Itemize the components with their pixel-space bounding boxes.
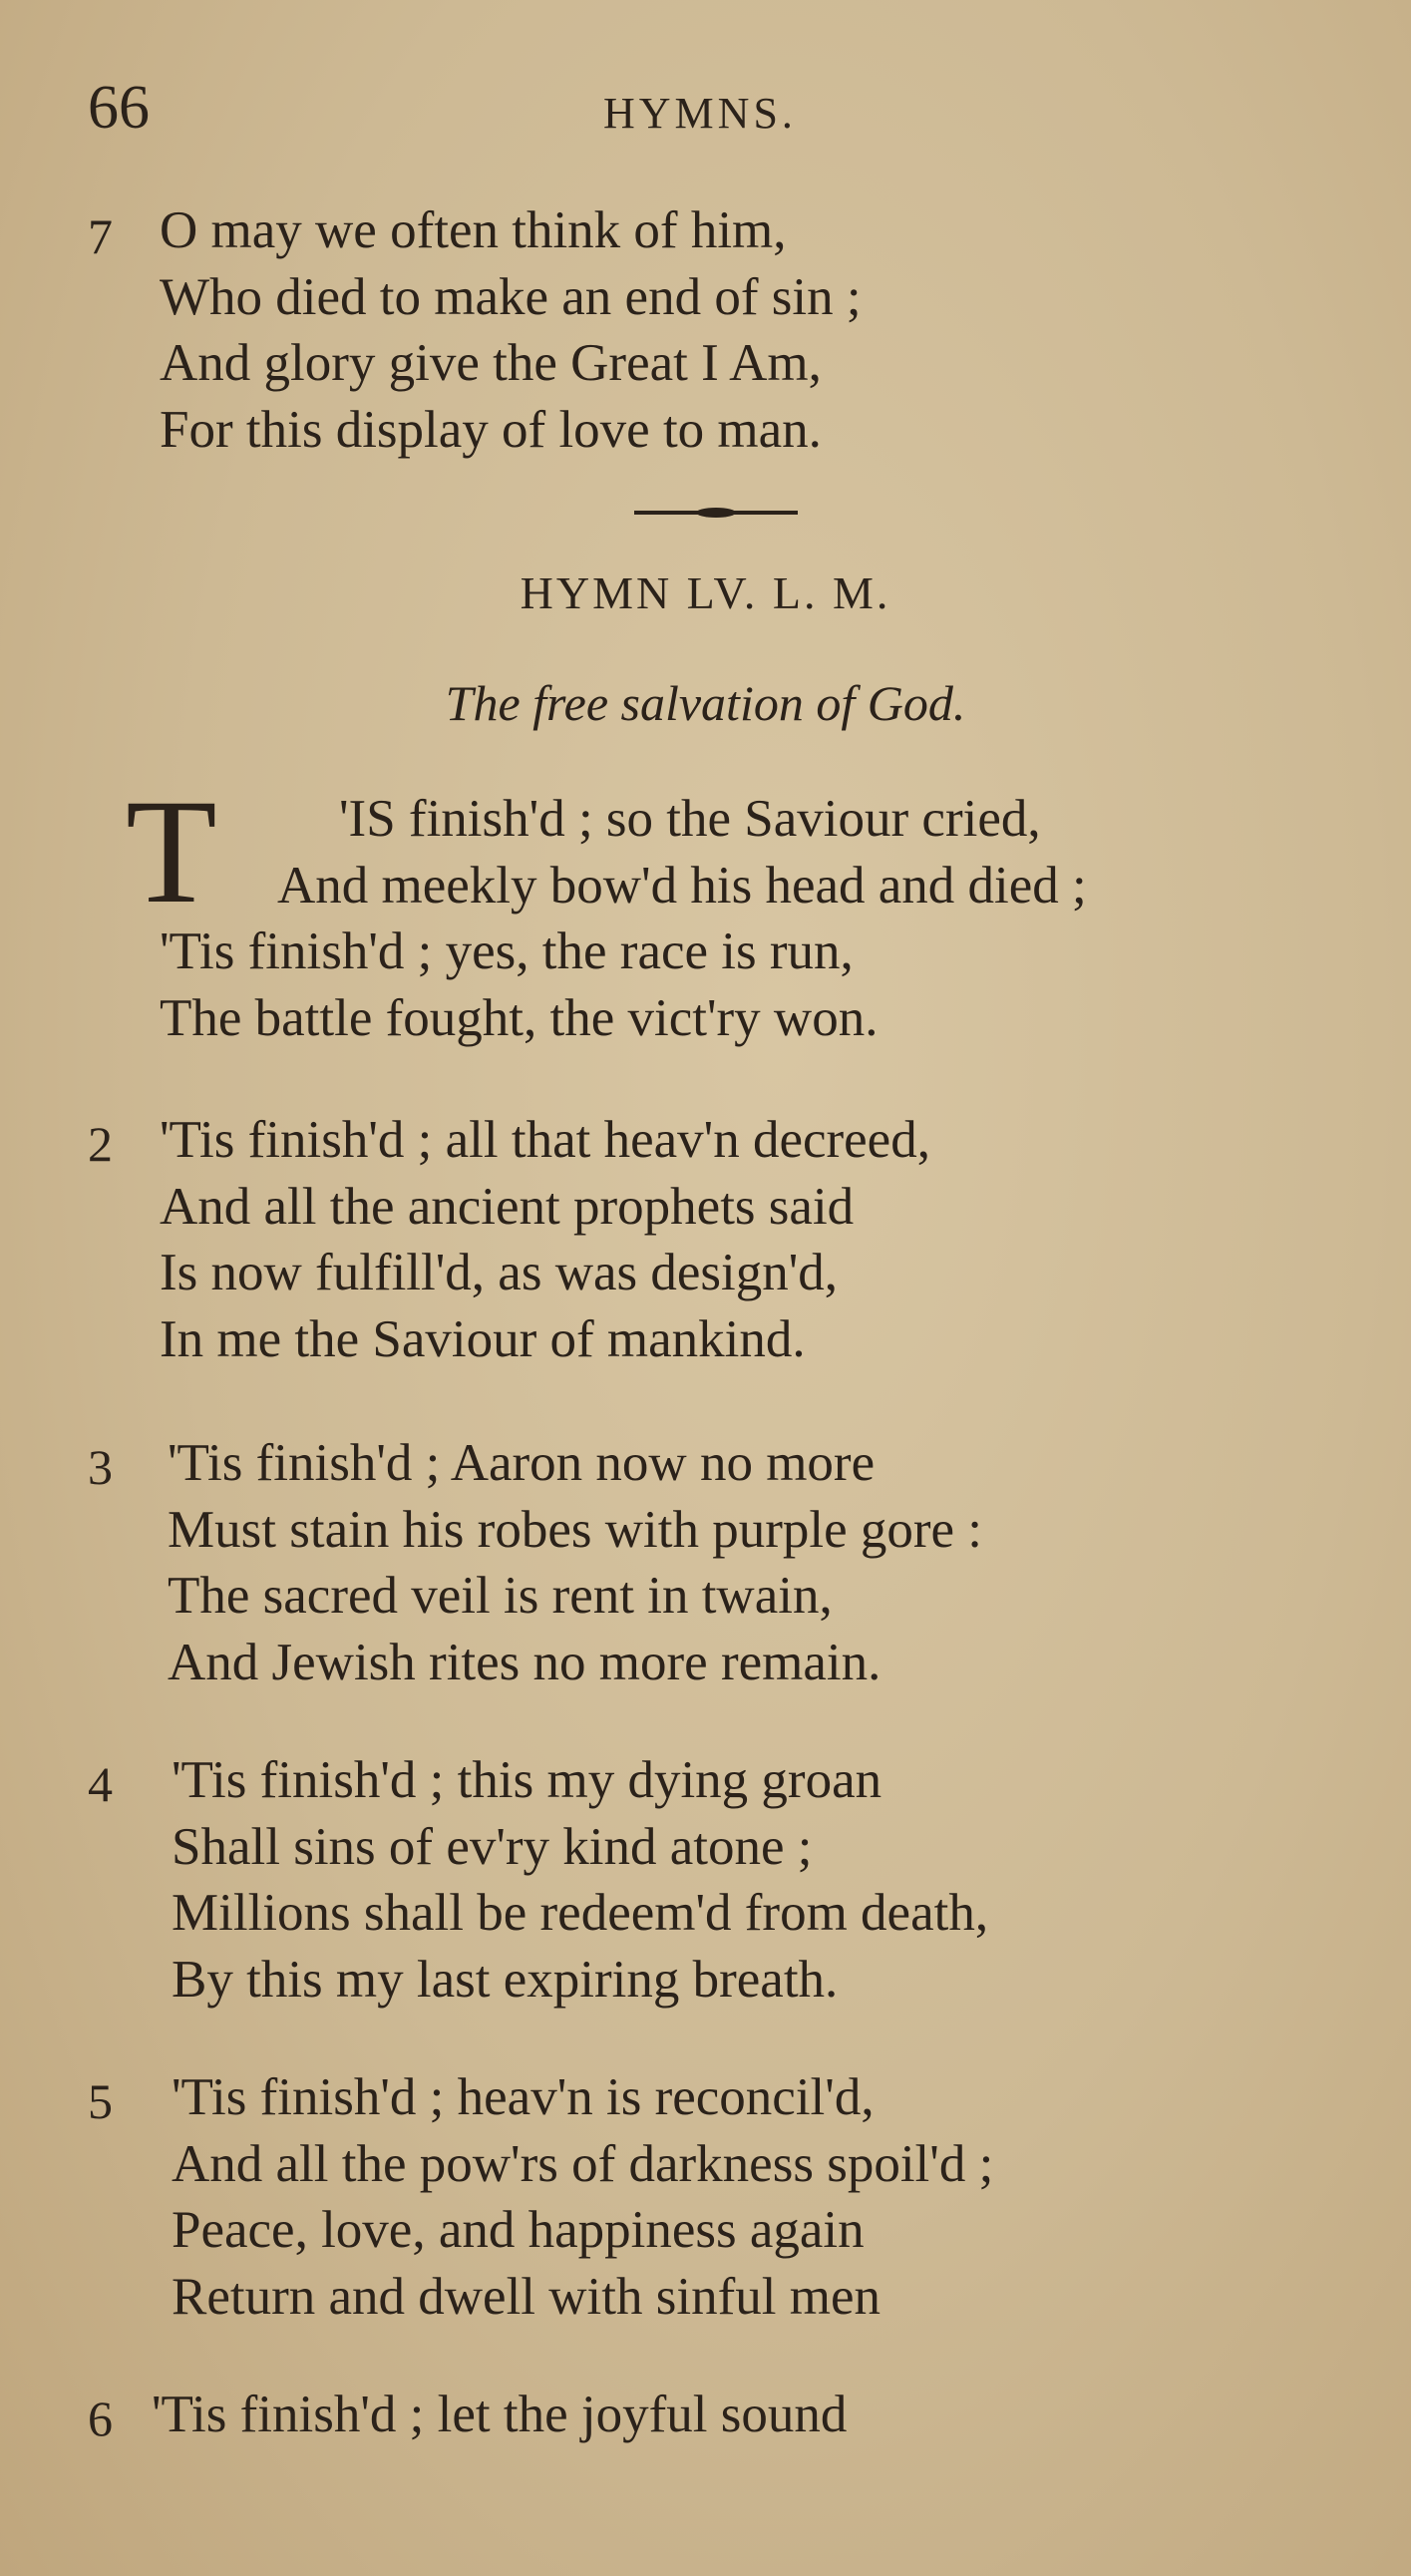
verse-line: And Jewish rites no more remain. — [168, 1633, 882, 1691]
verse-line: The sacred veil is rent in twain, — [168, 1567, 833, 1625]
stanza-lines — [152, 2382, 1348, 2448]
verse-line: 'Tis finish'd ; this my dying groan — [172, 1751, 882, 1809]
verse-line: For this display of love to man. — [160, 400, 822, 459]
stanza-lines — [172, 1747, 1368, 2013]
verse-line: The battle fought, the vict'ry won. — [160, 988, 879, 1047]
stanza-lines — [160, 197, 1356, 463]
stanza-number: 6 — [88, 2391, 113, 2446]
section-divider — [634, 511, 798, 515]
verse-line: 'Tis finish'd ; let the joyful sound — [152, 2386, 848, 2443]
stanza-lines — [160, 786, 1356, 1051]
verse-line: 'Tis finish'd ; Aaron now no more — [168, 1434, 876, 1492]
stanza-number: 5 — [88, 2073, 113, 2129]
stanza-number: 7 — [88, 208, 113, 264]
verse-line: By this my last expiring breath. — [172, 1950, 839, 2009]
page-number: 66 — [88, 74, 150, 142]
page-header — [0, 68, 1411, 148]
verse-line: Shall sins of ev'ry kind atone ; — [172, 1817, 813, 1876]
verse-line: And glory give the Great I Am, — [160, 334, 822, 392]
verse-line: 'Tis finish'd ; yes, the race is run, — [160, 922, 854, 980]
verse-line: Must stain his robes with purple gore : — [168, 1500, 982, 1559]
verse-line: O may we often think of him, — [160, 201, 787, 259]
stanza-lines — [168, 1430, 1364, 1695]
verse-line: Is now fulfill'd, as was design'd, — [160, 1244, 839, 1301]
verse-line: 'IS finish'd ; so the Saviour cried, — [339, 790, 1041, 848]
stanza-lines — [172, 2064, 1368, 2330]
stanza-number: 3 — [88, 1439, 113, 1495]
hymn-title: HYMN LV. L. M. — [520, 567, 891, 618]
verse-line: 'Tis finish'd ; heav'n is reconcil'd, — [172, 2068, 875, 2126]
hymn-subtitle: The free salvation of God. — [445, 675, 966, 731]
stanza-number: 4 — [88, 1756, 113, 1812]
verse-line: Return and dwell with sinful men — [172, 2267, 881, 2326]
verse-line: 'Tis finish'd ; all that heav'n decreed, — [160, 1111, 930, 1169]
stanza-number: 2 — [88, 1116, 113, 1172]
stanza-lines — [160, 1107, 1356, 1372]
verse-line: And all the ancient prophets said — [160, 1177, 855, 1236]
running-head: HYMNS. — [603, 89, 797, 138]
verse-line: In me the Saviour of mankind. — [160, 1309, 806, 1368]
verse-line: And all the pow'rs of darkness spoil'd ; — [172, 2134, 994, 2193]
verse-line: Millions shall be redeem'd from death, — [172, 1884, 989, 1942]
verse-line: Who died to make an end of sin ; — [160, 267, 862, 326]
verse-line: And meekly bow'd his head and died ; — [277, 856, 1087, 915]
drop-cap: T — [126, 769, 217, 934]
verse-line: Peace, love, and happiness again — [172, 2201, 865, 2259]
